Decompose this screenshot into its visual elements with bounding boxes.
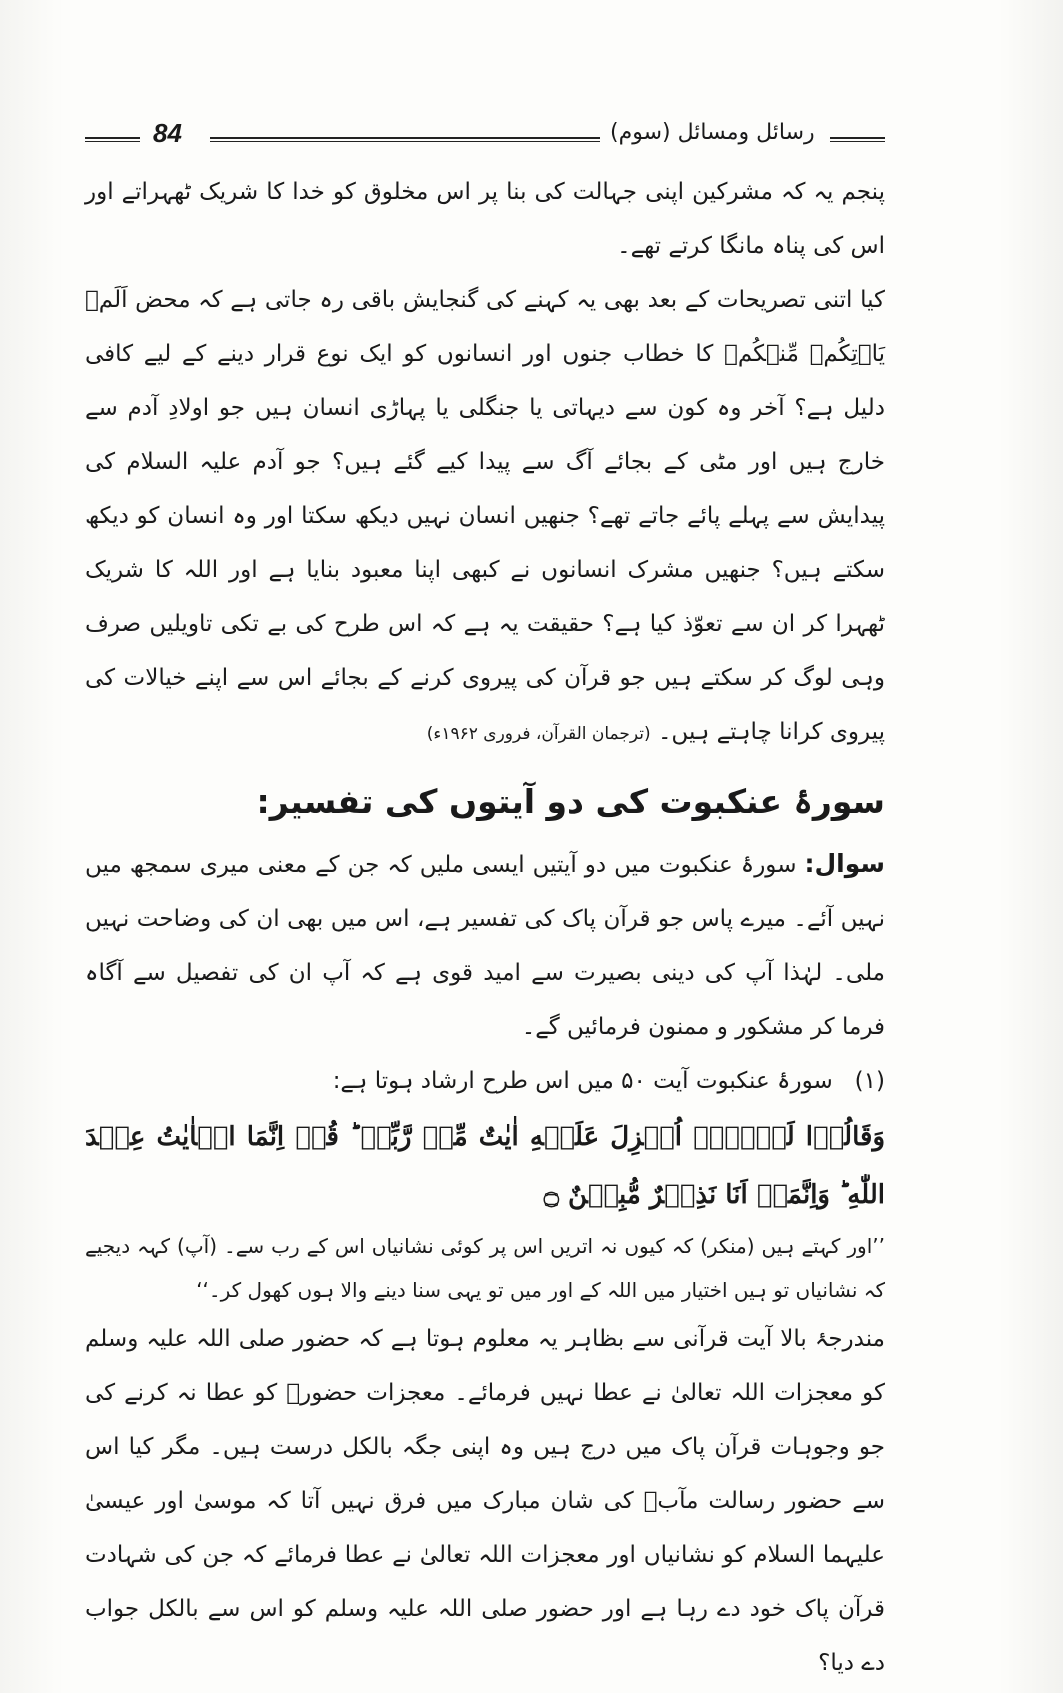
question-text: سورۂ عنکبوت میں دو آیتیں ایسی ملیں کہ جن کے معنی میری سمجھ میں نہیں آئے۔ میرے پاس جو قرآن پاک کی تفسیر ہے، اس میں بھی ان کی وضاحت نہیں ملی۔ لہٰذا آپ کی دینی بصیرت سے امید قوی ہے کہ آپ ان کی تفصیل سے آگاہ فرما کر مشکور و ممنون فرمائیں گے۔ xyxy=(85,852,885,1040)
page-header xyxy=(85,118,885,154)
discussion-paragraph: مندرجۂ بالا آیت قرآنی سے بظاہر یہ معلوم ہوتا ہے کہ حضور صلی اللہ علیہ وسلم کو معجزات اللہ تعالیٰ نے عطا نہیں فرمائے۔ معجزات حضورؐ کو عطا نہ کرنے کی جو وجوہات قرآن پاک میں درج ہیں وہ اپنی جگہ بالکل درست ہیں۔ مگر کیا اس سے حضور رسالت مآبؐ کی شان مبارک میں فرق نہیں آتا کہ موسیٰ اور عیسیٰ علیہما السلام کو نشانیاں اور معجزات اللہ تعالیٰ نے عطا فرمائے کہ جن کی شہادت قرآن پاک خود دے رہا ہے اور حضور صلی اللہ علیہ وسلم کو اس سے بالکل جواب دے دیا؟ xyxy=(85,1326,885,1676)
page-number: 84 xyxy=(153,118,182,148)
quran-verse: وَقَالُوۡا لَوۡلَاۤ اُنۡزِلَ عَلَيۡهِ اٰيٰتٌ مِّنۡ رَّبِّهٖ ؕ قُلۡ اِنَّمَا الۡاٰيٰتُ عِنۡدَ اللّٰهِ ؕ وَاِنَّمَاۤ اَنَا نَذِيۡرٌ مُّبِيۡنٌ ۝ xyxy=(85,1122,885,1210)
section-heading: سورۂ عنکبوت کی دو آیتوں کی تفسیر: xyxy=(256,782,885,821)
paragraph-fifth-point: پنجم یہ کہ مشرکین اپنی جہالت کی بنا پر اس مخلوق کو خدا کا شریک ٹھہراتے اور اس کی پناہ مانگا کرتے تھے۔ xyxy=(85,179,885,259)
paragraph-argument xyxy=(85,273,885,761)
running-title: رسائل ومسائل (سوم) xyxy=(610,120,815,145)
paragraph-argument-text: کیا اتنی تصریحات کے بعد بھی یہ کہنے کی گنجایش باقی رہ جاتی ہے کہ محض اَلَمۡ یَاۡتِکُمۡ مِّنۡکُمۡ کا خطاب جنوں اور انسانوں کو ایک نوع قرار دینے کے لیے کافی دلیل ہے؟ آخر وہ کون سے دیہاتی یا جنگلی یا پہاڑی انسان ہیں جو اولادِ آدم سے خارج ہیں اور مٹی کے بجائے آگ سے پیدا کیے گئے ہیں؟ جو آدم علیہ السلام کی پیدایش سے پہلے پائے جاتے تھے؟ جنھیں انسان نہیں دیکھ سکتا اور وہ انسان کو دیکھ سکتے ہیں؟ جنھیں مشرک انسانوں نے کبھی اپنا معبود بنایا ہے اور اللہ کا شریک ٹھہرا کر ان سے تعوّذ کیا ہے؟ حقیقت یہ ہے کہ اس طرح کی بے تکی تاویلیں صرف وہی لوگ کر سکتے ہیں جو قرآن کی پیروی کرنے کے بجائے اس سے اپنے خیالات کی پیروی کرانا چاہتے ہیں۔ xyxy=(85,287,885,745)
item-intro xyxy=(85,1054,885,1108)
page-body xyxy=(85,165,885,1690)
citation-reference: (ترجمان القرآن، فروری ۱۹۶۲ء) xyxy=(426,724,651,744)
header-rule-middle xyxy=(210,137,600,142)
item-number: (۱) xyxy=(854,1068,885,1094)
header-rule-right xyxy=(830,137,885,142)
header-rule-left xyxy=(85,137,140,142)
question-label: سوال: xyxy=(804,849,885,878)
item-intro-text: سورۂ عنکبوت آیت ۵۰ میں اس طرح ارشاد ہوتا ہے: xyxy=(332,1068,833,1094)
verse-translation: ’’اور کہتے ہیں (منکر) کہ کیوں نہ اتریں اس پر کوئی نشانیاں اس کے رب سے۔ (آپ) کہہ دیجیے کہ نشانیاں تو ہیں اختیار میں اللہ کے اور میں تو یہی سنا دینے والا ہوں کھول کر۔‘‘ xyxy=(85,1234,885,1302)
question-paragraph xyxy=(85,837,885,1054)
